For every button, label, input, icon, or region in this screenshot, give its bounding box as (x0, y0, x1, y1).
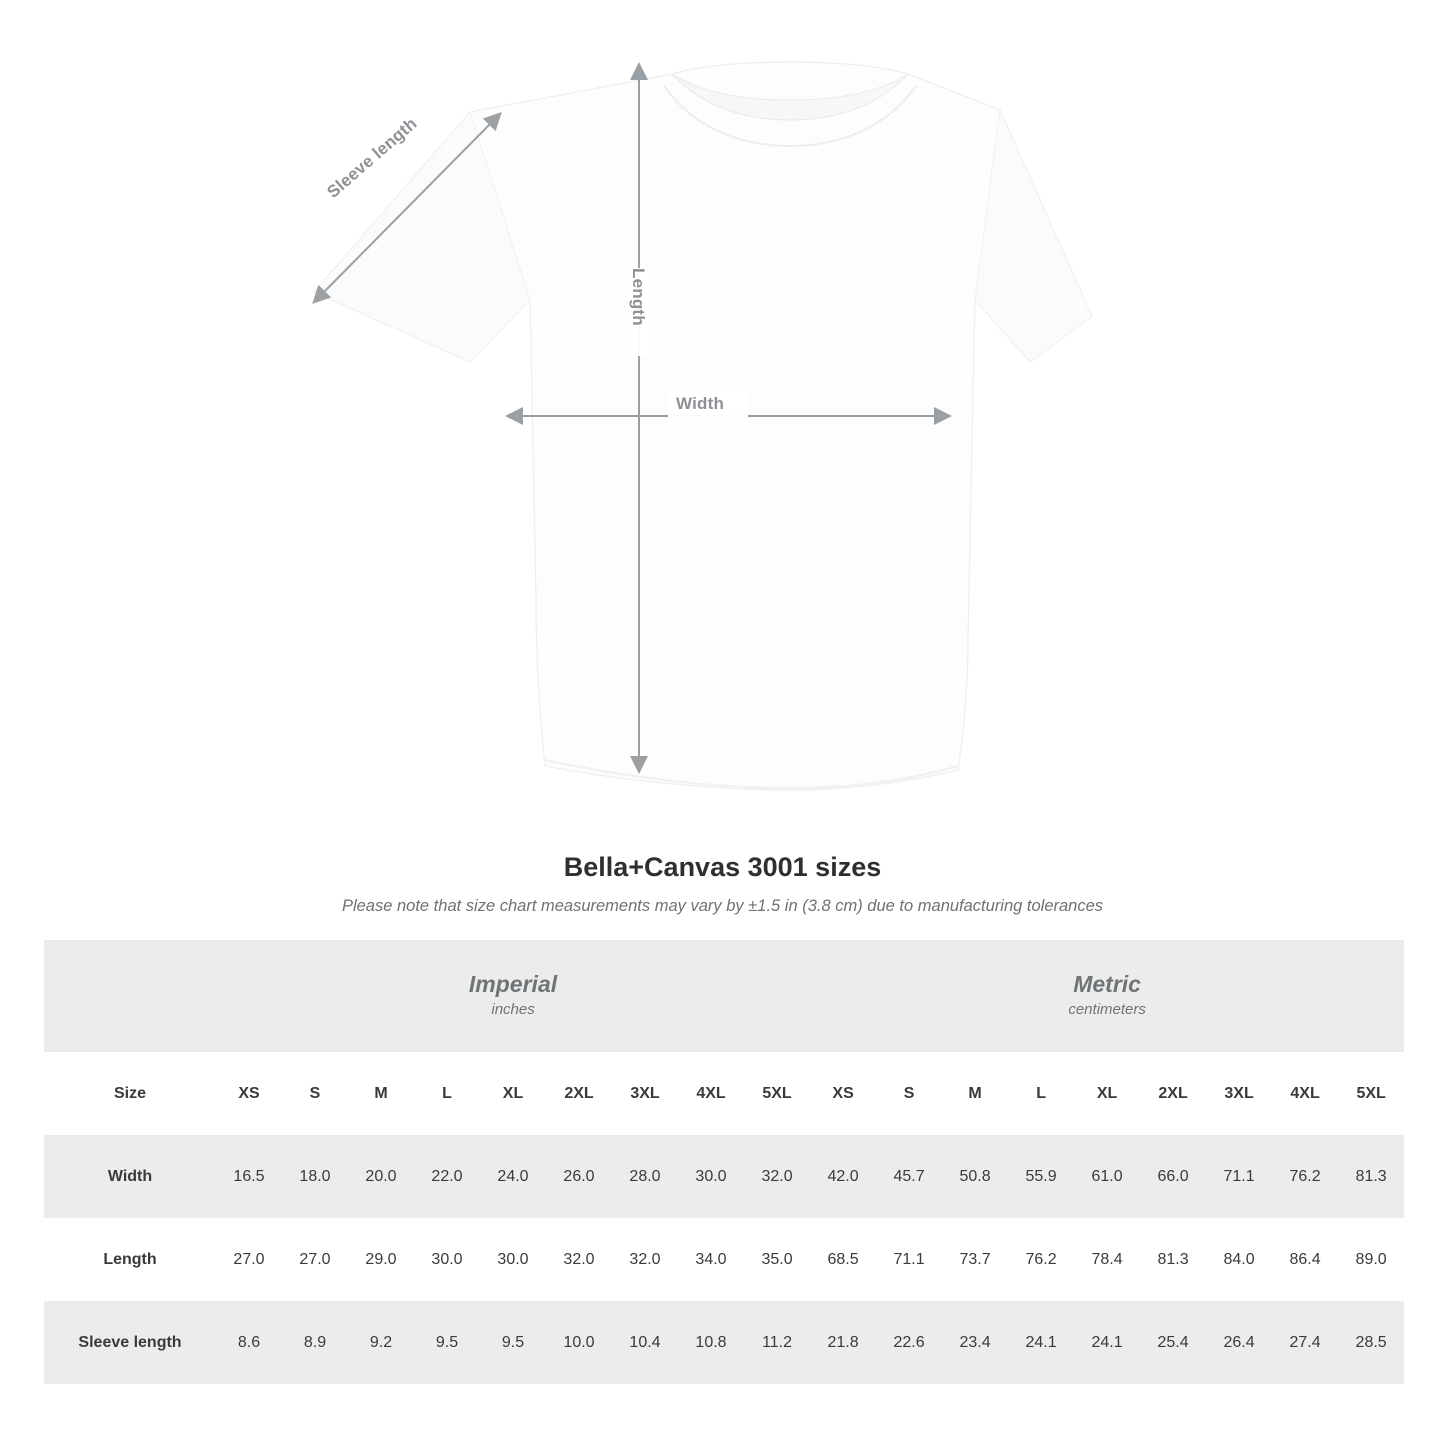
col-header-metric-4xl: 4XL (1272, 1052, 1338, 1135)
cell-sleeve-imperial-m: 9.2 (348, 1301, 414, 1384)
col-header-metric-l: L (1008, 1052, 1074, 1135)
cell-sleeve-metric-5xl: 28.5 (1338, 1301, 1404, 1384)
col-header-imperial-l: L (414, 1052, 480, 1135)
length-label: Length (629, 268, 648, 326)
cell-width-imperial-s: 18.0 (282, 1135, 348, 1218)
table-row-length (44, 1218, 1404, 1301)
cell-width-metric-3xl: 71.1 (1206, 1135, 1272, 1218)
cell-length-metric-l: 76.2 (1008, 1218, 1074, 1301)
cell-length-imperial-4xl: 34.0 (678, 1218, 744, 1301)
col-header-metric-5xl: 5XL (1338, 1052, 1404, 1135)
col-header-metric-s: S (876, 1052, 942, 1135)
cell-width-imperial-l: 22.0 (414, 1135, 480, 1218)
cell-length-metric-s: 71.1 (876, 1218, 942, 1301)
cell-sleeve-imperial-l: 9.5 (414, 1301, 480, 1384)
col-header-metric-2xl: 2XL (1140, 1052, 1206, 1135)
cell-width-imperial-5xl: 32.0 (744, 1135, 810, 1218)
col-header-imperial-xs: XS (216, 1052, 282, 1135)
cell-length-imperial-xl: 30.0 (480, 1218, 546, 1301)
cell-width-metric-4xl: 76.2 (1272, 1135, 1338, 1218)
unit-group-imperial-sub: inches (491, 1001, 535, 1019)
table-row-sleeve-length (44, 1301, 1404, 1384)
size-table-wrapper (44, 940, 1401, 1384)
col-header-imperial-4xl: 4XL (678, 1052, 744, 1135)
row-label-length: Length (44, 1218, 216, 1301)
cell-sleeve-metric-l: 24.1 (1008, 1301, 1074, 1384)
cell-sleeve-metric-xl: 24.1 (1074, 1301, 1140, 1384)
cell-width-metric-xl: 61.0 (1074, 1135, 1140, 1218)
col-header-metric-3xl: 3XL (1206, 1052, 1272, 1135)
col-header-imperial-2xl: 2XL (546, 1052, 612, 1135)
col-header-imperial-5xl: 5XL (744, 1052, 810, 1135)
cell-width-imperial-xl: 24.0 (480, 1135, 546, 1218)
cell-width-metric-m: 50.8 (942, 1135, 1008, 1218)
cell-width-imperial-xs: 16.5 (216, 1135, 282, 1218)
cell-width-metric-xs: 42.0 (810, 1135, 876, 1218)
cell-length-metric-m: 73.7 (942, 1218, 1008, 1301)
cell-width-metric-s: 45.7 (876, 1135, 942, 1218)
col-header-imperial-m: M (348, 1052, 414, 1135)
cell-length-metric-2xl: 81.3 (1140, 1218, 1206, 1301)
title-block (0, 852, 1445, 916)
cell-width-metric-l: 55.9 (1008, 1135, 1074, 1218)
cell-sleeve-metric-m: 23.4 (942, 1301, 1008, 1384)
cell-sleeve-metric-xs: 21.8 (810, 1301, 876, 1384)
cell-sleeve-metric-s: 22.6 (876, 1301, 942, 1384)
cell-length-metric-3xl: 84.0 (1206, 1218, 1272, 1301)
col-header-imperial-s: S (282, 1052, 348, 1135)
cell-length-metric-xl: 78.4 (1074, 1218, 1140, 1301)
cell-sleeve-imperial-3xl: 10.4 (612, 1301, 678, 1384)
cell-length-metric-4xl: 86.4 (1272, 1218, 1338, 1301)
cell-width-imperial-3xl: 28.0 (612, 1135, 678, 1218)
cell-width-imperial-4xl: 30.0 (678, 1135, 744, 1218)
unit-group-imperial-name: Imperial (468, 970, 558, 997)
cell-length-imperial-s: 27.0 (282, 1218, 348, 1301)
unit-group-metric-sub: centimeters (1068, 1001, 1146, 1019)
cell-sleeve-metric-3xl: 26.4 (1206, 1301, 1272, 1384)
cell-width-imperial-m: 20.0 (348, 1135, 414, 1218)
cell-sleeve-imperial-xl: 9.5 (480, 1301, 546, 1384)
size-table (44, 940, 1404, 1384)
cell-sleeve-imperial-2xl: 10.0 (546, 1301, 612, 1384)
cell-width-metric-2xl: 66.0 (1140, 1135, 1206, 1218)
unit-group-metric-name: Metric (1073, 970, 1141, 997)
cell-length-imperial-m: 29.0 (348, 1218, 414, 1301)
row-header-size: Size (44, 1052, 216, 1135)
col-header-metric-m: M (942, 1052, 1008, 1135)
cell-length-imperial-2xl: 32.0 (546, 1218, 612, 1301)
unit-group-metric (810, 940, 1404, 1052)
cell-width-metric-5xl: 81.3 (1338, 1135, 1404, 1218)
tshirt-shape (314, 62, 1092, 790)
tolerance-note: Please note that size chart measurements may vary by ±1.5 in (3.8 cm) due to manufacturing tolerances (341, 897, 1104, 915)
unit-corner-cell (44, 940, 216, 1052)
unit-group-imperial (216, 940, 810, 1052)
width-label: Width (676, 394, 725, 413)
unit-header-row (44, 940, 1404, 1052)
row-label-width: Width (44, 1135, 216, 1218)
cell-sleeve-metric-4xl: 27.4 (1272, 1301, 1338, 1384)
row-label-sleeve-length: Sleeve length (44, 1301, 216, 1384)
col-header-imperial-xl: XL (480, 1052, 546, 1135)
cell-width-imperial-2xl: 26.0 (546, 1135, 612, 1218)
cell-sleeve-imperial-4xl: 10.8 (678, 1301, 744, 1384)
cell-sleeve-imperial-s: 8.9 (282, 1301, 348, 1384)
col-header-metric-xs: XS (810, 1052, 876, 1135)
page-title: Bella+Canvas 3001 sizes (563, 852, 882, 882)
sleeve-length-label: Sleeve length (323, 113, 421, 202)
size-header-row (44, 1052, 1404, 1135)
cell-length-imperial-l: 30.0 (414, 1218, 480, 1301)
col-header-metric-xl: XL (1074, 1052, 1140, 1135)
cell-length-metric-5xl: 89.0 (1338, 1218, 1404, 1301)
cell-length-metric-xs: 68.5 (810, 1218, 876, 1301)
cell-sleeve-metric-2xl: 25.4 (1140, 1301, 1206, 1384)
cell-length-imperial-5xl: 35.0 (744, 1218, 810, 1301)
cell-length-imperial-xs: 27.0 (216, 1218, 282, 1301)
col-header-imperial-3xl: 3XL (612, 1052, 678, 1135)
cell-sleeve-imperial-xs: 8.6 (216, 1301, 282, 1384)
cell-length-imperial-3xl: 32.0 (612, 1218, 678, 1301)
cell-sleeve-imperial-5xl: 11.2 (744, 1301, 810, 1384)
table-row-width (44, 1135, 1404, 1218)
